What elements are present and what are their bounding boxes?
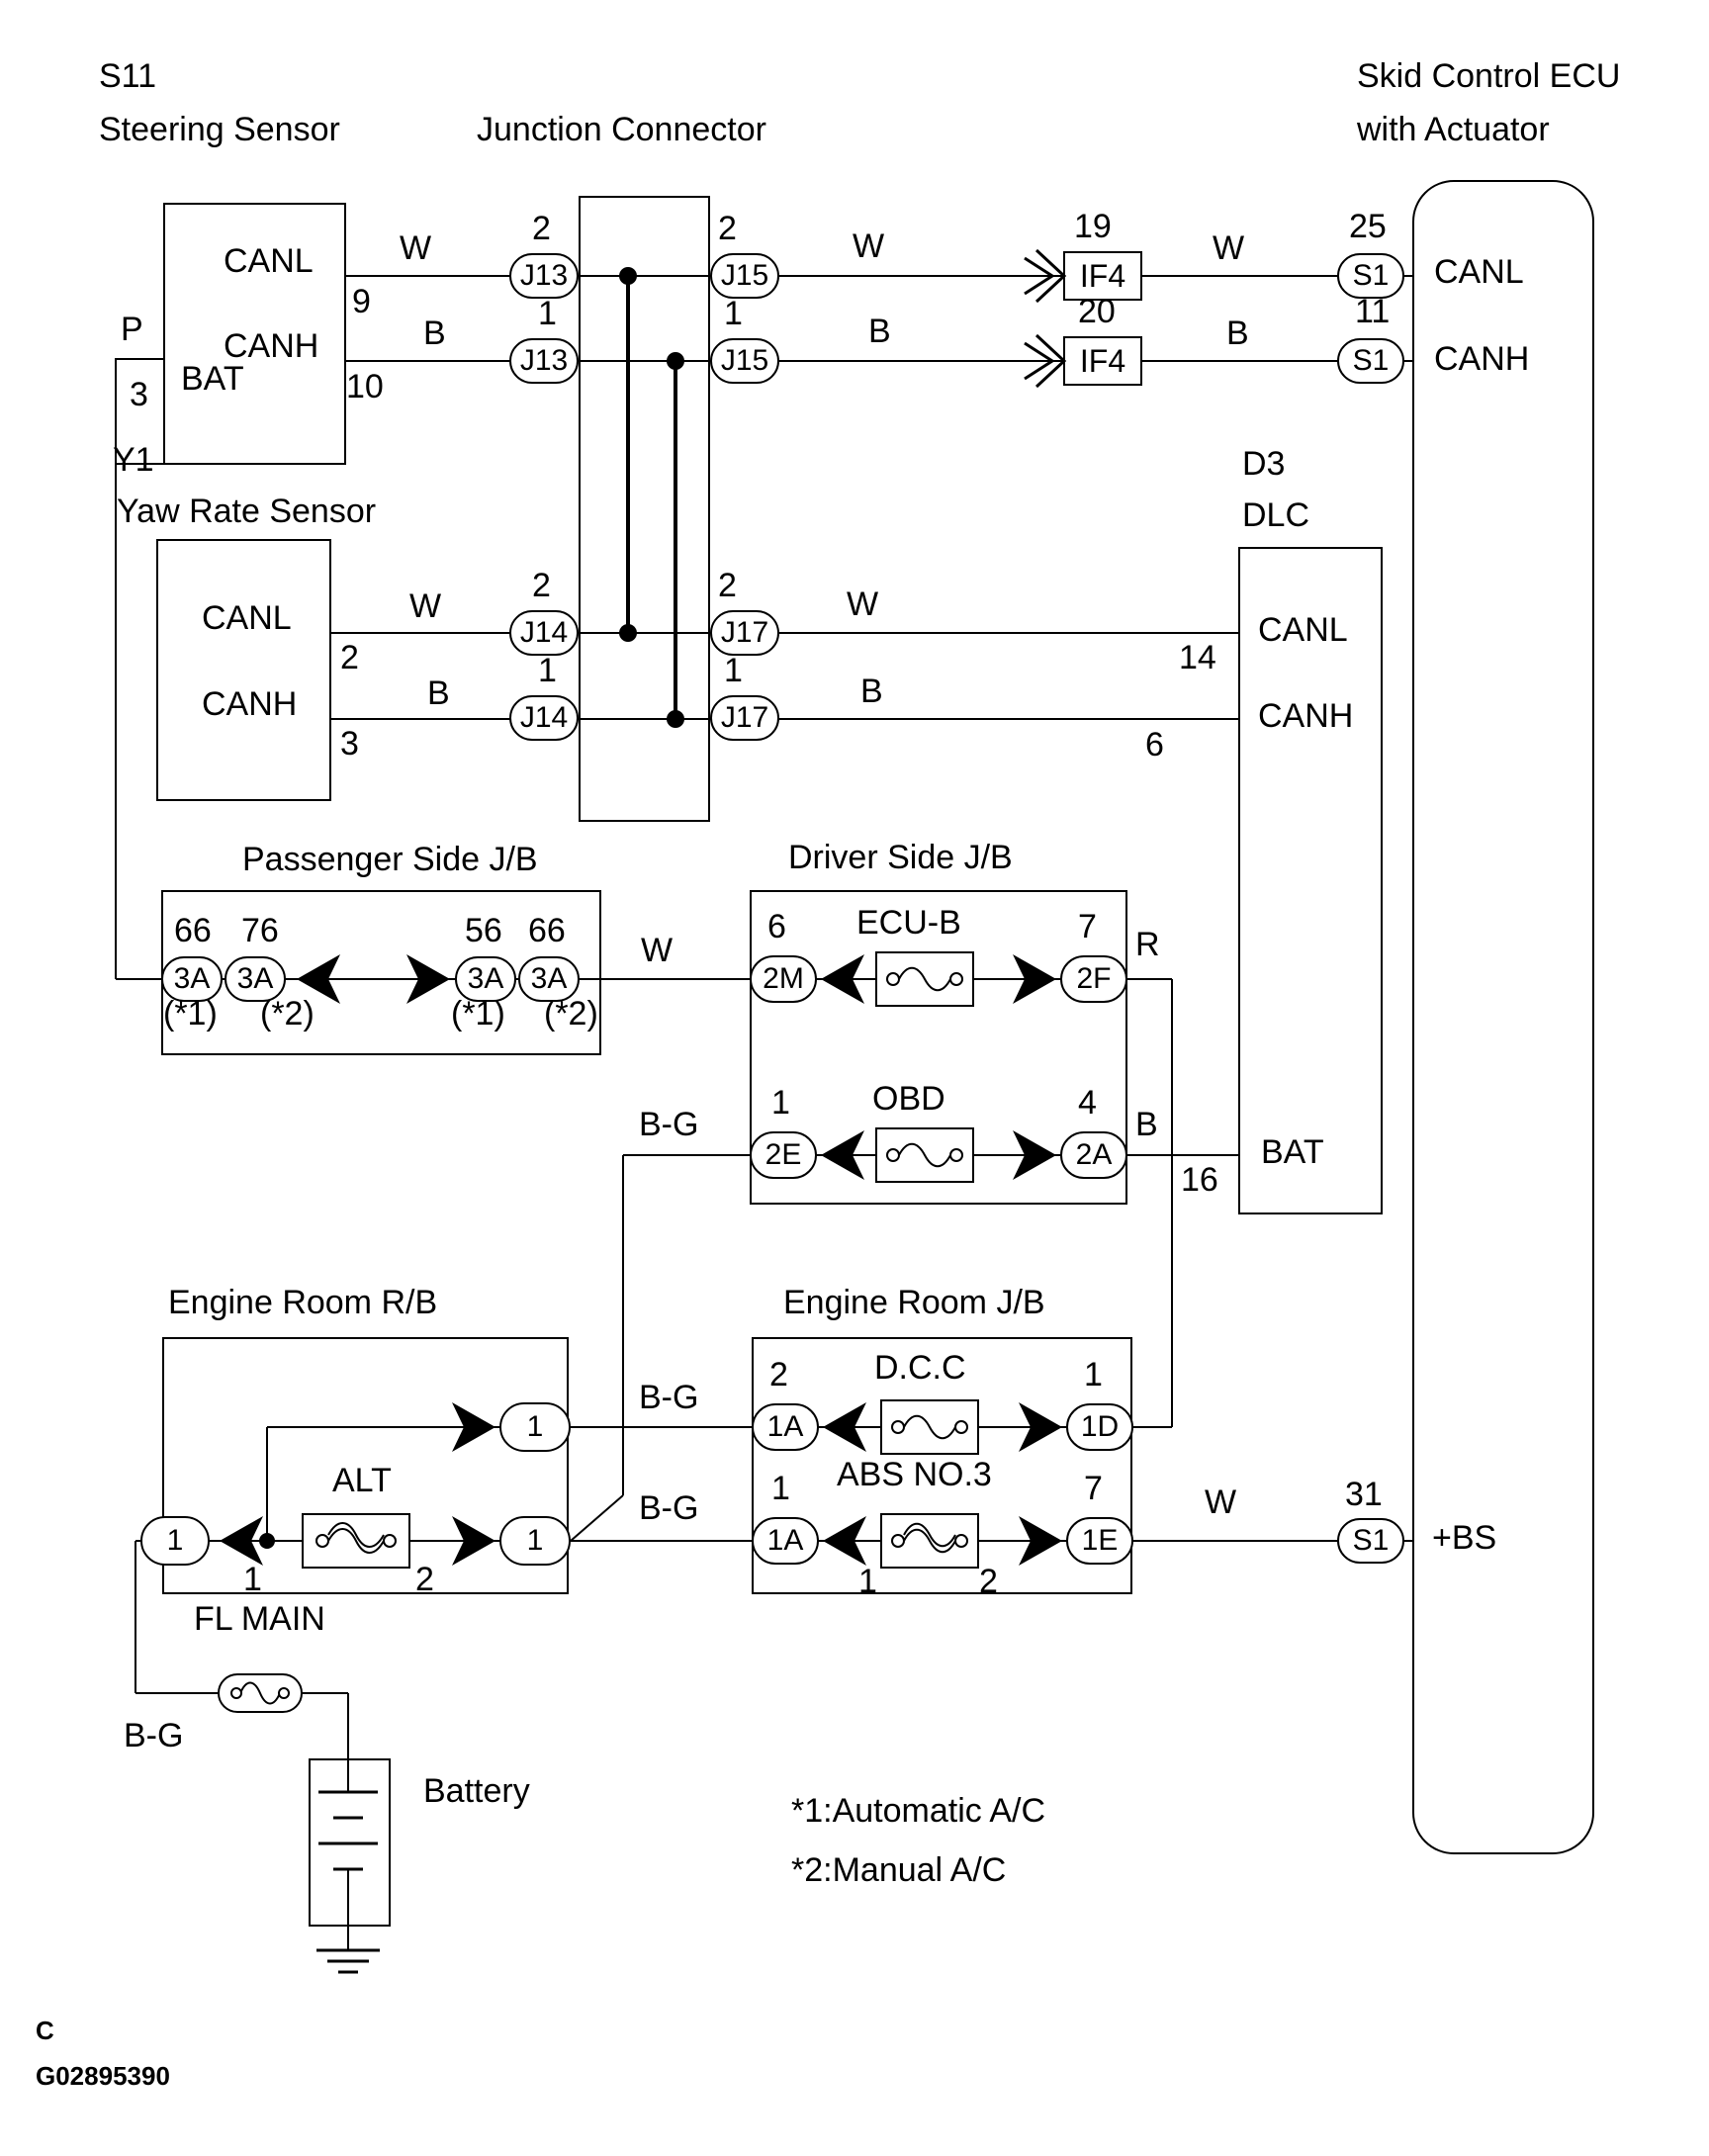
chevron-w-1 — [1025, 258, 1052, 294]
fuse-symbols — [219, 968, 967, 1712]
connector-rb-bottom-right: 1 — [499, 1516, 571, 1566]
wire-r: R — [1135, 926, 1160, 963]
j14-canh-pin: 1 — [538, 652, 557, 689]
junction-title: Junction Connector — [477, 111, 766, 148]
s1-bs-pin: 31 — [1345, 1476, 1383, 1513]
fuse-alt-symbol — [316, 1523, 396, 1553]
pjb-pin-76: 76 — [241, 912, 279, 949]
connector-s1-canh: S1 — [1337, 338, 1404, 384]
connector-3a-66: 3A — [161, 956, 223, 1002]
steering-canh-pin: 10 — [346, 368, 384, 405]
connector-2m: 2M — [750, 955, 817, 1003]
pin-1e: 7 — [1084, 1470, 1103, 1507]
j14-canl-pin: 2 — [532, 567, 551, 604]
s1-canh-pin: 11 — [1355, 293, 1391, 330]
arrow-left-abs — [823, 1516, 866, 1566]
dot-canh-bottom — [667, 710, 684, 728]
arrow-left-dcc — [823, 1402, 866, 1452]
driver-jb-title: Driver Side J/B — [788, 839, 1013, 876]
connector-s1-bs: S1 — [1337, 1518, 1404, 1564]
if4-w-pin: 19 — [1074, 208, 1112, 245]
connector-3a-56: 3A — [455, 956, 516, 1002]
connector-2e: 2E — [750, 1131, 817, 1179]
yaw-title: Yaw Rate Sensor — [117, 493, 377, 530]
arrow-left-ecub — [821, 954, 864, 1004]
pjb-note-1: (*1) — [163, 995, 218, 1033]
wire-bg-abs: B-G — [639, 1489, 699, 1527]
fuse-dcc-label: D.C.C — [874, 1349, 966, 1387]
junction-dots — [259, 267, 684, 1549]
arrow-right-alt — [452, 1516, 495, 1566]
fuse-ecub-symbol — [887, 968, 962, 991]
ecu-title-1: Skid Control ECU — [1357, 57, 1621, 95]
steering-canl: CANL — [224, 242, 314, 280]
connector-j15-canh: J15 — [710, 338, 779, 384]
connector-j17-canl: J17 — [710, 610, 779, 656]
alt-pin-2: 2 — [415, 1561, 434, 1598]
note-automatic-ac: *1:Automatic A/C — [791, 1792, 1046, 1830]
pin-2e: 1 — [771, 1084, 790, 1122]
arrow-right-dcc — [1019, 1402, 1062, 1452]
wire-w-3: W — [1213, 229, 1245, 267]
arrow-right-pjb — [406, 954, 450, 1004]
steering-bat: BAT — [181, 360, 244, 398]
pjb-note-2: (*2) — [260, 995, 315, 1033]
arrow-left-obd — [821, 1130, 864, 1180]
connector-j15-canl: J15 — [710, 253, 779, 299]
fl-main-fuse-symbol — [219, 1674, 302, 1712]
fuse-alt-label: ALT — [332, 1462, 392, 1499]
j13-canh-pin: 1 — [538, 295, 557, 332]
ecu-canl: CANL — [1434, 253, 1524, 291]
yaw-canl: CANL — [202, 599, 292, 637]
wire-w-pjb: W — [641, 932, 674, 969]
dlc-bat: BAT — [1261, 1133, 1324, 1171]
wire-w-bs: W — [1205, 1483, 1237, 1521]
arrow-right-obd — [1013, 1130, 1056, 1180]
dlc-canl-pin: 14 — [1179, 639, 1216, 676]
connector-1e: 1E — [1066, 1517, 1133, 1565]
fuse-ecub-label: ECU-B — [856, 904, 961, 942]
wire-w-4: W — [409, 587, 442, 625]
connector-j13-canl: J13 — [509, 253, 579, 299]
pjb-pin-56: 56 — [465, 912, 502, 949]
dot-canl-top — [619, 267, 637, 285]
steering-title: Steering Sensor — [99, 111, 340, 148]
connector-rb-top-right: 1 — [499, 1402, 571, 1452]
ecu-title-2: with Actuator — [1357, 111, 1550, 148]
abs-pin-1: 1 — [858, 1563, 877, 1600]
battery-symbol — [318, 1758, 378, 1927]
connector-1a-abs: 1A — [752, 1517, 819, 1565]
pin-1a-bot: 1 — [771, 1470, 790, 1507]
ground-symbol — [316, 1927, 380, 1972]
wire-b-5: B — [860, 673, 883, 710]
connector-s1-canl: S1 — [1337, 253, 1404, 299]
arrow-right-rb-top — [452, 1402, 495, 1452]
if4-chevrons — [1025, 250, 1064, 387]
wire-b-1: B — [423, 314, 446, 352]
fuse-dcc-symbol — [892, 1416, 967, 1439]
if4-b-pin: 20 — [1078, 293, 1116, 330]
fuse-abs-symbol — [892, 1524, 967, 1553]
engine-jb-title: Engine Room J/B — [783, 1284, 1045, 1321]
connector-j14-canl: J14 — [509, 610, 579, 656]
pin-2m: 6 — [767, 908, 786, 945]
dlc-canh-pin: 6 — [1145, 726, 1164, 764]
arrow-left-alt — [220, 1516, 263, 1566]
dlc-bat-pin: 16 — [1181, 1161, 1218, 1199]
connector-3a-66b: 3A — [518, 956, 580, 1002]
steering-canh: CANH — [224, 327, 319, 365]
wire-bg-dcc: B-G — [639, 1379, 699, 1416]
connector-j13-canh: J13 — [509, 338, 579, 384]
wire-b-2a: B — [1135, 1106, 1158, 1143]
abs-pin-2: 2 — [979, 1563, 998, 1600]
arrow-right-ecub — [1013, 954, 1056, 1004]
dot-canl-bottom — [619, 624, 637, 642]
yaw-canh: CANH — [202, 685, 298, 723]
passenger-jb-title: Passenger Side J/B — [242, 841, 538, 878]
battery-label: Battery — [423, 1772, 530, 1810]
engine-rb-title: Engine Room R/B — [168, 1284, 438, 1321]
s1-canl-pin: 25 — [1349, 208, 1387, 245]
note-manual-ac: *2:Manual A/C — [791, 1851, 1007, 1889]
chevron-b-1 — [1025, 343, 1052, 379]
wire-w-5: W — [847, 585, 879, 623]
connector-if4-b: IF4 — [1063, 336, 1142, 386]
wire-w-1: W — [400, 229, 432, 267]
fuse-abs-label: ABS NO.3 — [837, 1456, 992, 1493]
fl-main-label: FL MAIN — [194, 1600, 325, 1638]
dlc-canh: CANH — [1258, 697, 1354, 735]
arrow-right-abs — [1019, 1516, 1062, 1566]
arrow-left-pjb — [297, 954, 340, 1004]
fuse-obd-symbol — [887, 1144, 962, 1167]
steering-bat-pin: 3 — [130, 376, 148, 413]
yaw-canl-pin: 2 — [340, 639, 359, 676]
pin-1d: 1 — [1084, 1356, 1103, 1393]
wire-b-4: B — [427, 674, 450, 712]
pin-2a: 4 — [1078, 1084, 1097, 1122]
footer-code: G02895390 — [36, 2061, 170, 2091]
wire-bg-2e: B-G — [639, 1106, 699, 1143]
pjb-note-3: (*1) — [451, 995, 505, 1033]
dlc-id: D3 — [1242, 445, 1286, 483]
connector-3a-76: 3A — [225, 956, 286, 1002]
wire-w-2: W — [853, 227, 885, 265]
connector-if4-w: IF4 — [1063, 251, 1142, 301]
pjb-note-4: (*2) — [544, 995, 598, 1033]
yaw-canh-pin: 3 — [340, 725, 359, 763]
dlc-title: DLC — [1242, 496, 1310, 534]
wire-b-3: B — [1226, 314, 1249, 352]
connector-1a-dcc: 1A — [752, 1403, 819, 1451]
steering-canl-pin: 9 — [352, 283, 371, 320]
pin-1a-top: 2 — [769, 1356, 788, 1393]
pin-2f: 7 — [1078, 908, 1097, 945]
j15-canl-pin: 2 — [718, 210, 737, 247]
connector-2a: 2A — [1060, 1131, 1127, 1179]
connector-rb-left: 1 — [140, 1516, 210, 1566]
wire-label-p: P — [121, 311, 143, 348]
j15-canh-pin: 1 — [724, 295, 743, 332]
pjb-pin-66: 66 — [174, 912, 212, 949]
dlc-canl: CANL — [1258, 611, 1348, 649]
fuse-obd-label: OBD — [872, 1080, 945, 1118]
j17-canl-pin: 2 — [718, 567, 737, 604]
connector-1d: 1D — [1066, 1403, 1133, 1451]
j13-canl-pin: 2 — [532, 210, 551, 247]
connector-2f: 2F — [1060, 955, 1127, 1003]
dot-canh-top — [667, 352, 684, 370]
ecu-canh: CANH — [1434, 340, 1530, 378]
connector-j14-canh: J14 — [509, 695, 579, 741]
steering-id: S11 — [99, 57, 156, 95]
connector-arrows — [220, 954, 1062, 1566]
ecu-bs: +BS — [1432, 1519, 1497, 1557]
alt-pin-1: 1 — [243, 1561, 262, 1598]
wire-bg-battery: B-G — [124, 1717, 184, 1754]
pjb-pin-66b: 66 — [528, 912, 566, 949]
dot-alt-branch — [259, 1533, 275, 1549]
j17-canh-pin: 1 — [724, 652, 743, 689]
wire-b-2: B — [868, 313, 891, 350]
connector-j17-canh: J17 — [710, 695, 779, 741]
footer-c: C — [36, 2016, 54, 2045]
yaw-id: Y1 — [113, 441, 154, 479]
